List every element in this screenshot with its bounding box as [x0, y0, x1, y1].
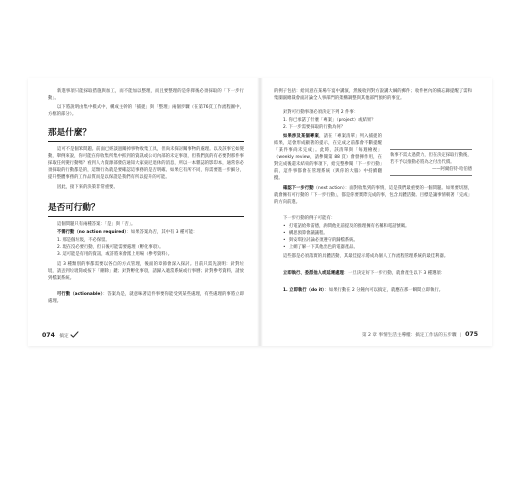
heading-rule-2 [48, 216, 244, 217]
book-spread [28, 78, 492, 346]
heading-actionable: 是否可行動？ [48, 203, 100, 213]
do-delegate-defer-paragraph [274, 270, 472, 277]
right-para-5: 下一步行動的例子可能有： [283, 216, 336, 221]
pull-quote-author: ——阿爾伯特·哈伯德 [431, 167, 472, 172]
checkmark-icon [70, 331, 79, 338]
project-paragraph [274, 133, 382, 183]
left-footer [42, 331, 79, 339]
list-item: 3. 這可能是有用的資訊，或許將來會派上用場（參考資料）。 [57, 252, 173, 257]
do-it-label: 1. 立即執行（do it） [283, 288, 325, 293]
right-para-2: 針對可行動事項必須決定下列 2 件事： [283, 110, 359, 115]
not-actionable-text: ：如果答案為否，其中有 3 種可能： [126, 230, 198, 235]
next-action-label: 確認下一步行動 [283, 186, 314, 191]
do-it-text: ：如果行動在 2 分鐘內可以搞定，就應在那一瞬間立即執行。 [324, 288, 444, 293]
project-text: ，請在「專案清單」列入捕捉的結果，這會形成顯著的提示，在完成之前都會不斷提醒「某件事尚未完成」。此時，該清單與「每週檢視」（weekly review，請參閱第 88 頁）會發揮作用，在對完成後還未結束的事項下，給完整參閱「下一步行動」前，這件事都會在管理系統（與你的大腦）中持續翻攪。 [274, 134, 382, 181]
not-actionable-list [57, 237, 244, 258]
next-action-examples [283, 223, 472, 251]
chapter-title: 第 2 章 事情生活主導權：搞定工作法的五步驟 [361, 333, 457, 338]
next-action-paragraph [274, 185, 472, 213]
list-item: 1. 那是個垃圾，不必保留。 [57, 238, 110, 243]
right-footer: 第 2 章 事情生活主導權：搞定工作法的五步驟 | 075 [361, 331, 478, 338]
left-para-2: 以下將說明由集中模式中，構成主幹的「捕捉」與「整理」兩個步驟（在第76頁工作流程圖中，方框的部分）。 [48, 105, 244, 117]
not-actionable-paragraph [48, 229, 244, 236]
actionable-label: 可行動（actionable） [57, 292, 103, 297]
right-page-number: 075 [465, 331, 478, 338]
left-para-1: 新進事項只能採取措施與加工，而不能加以整理，而且要整理的是你擇後必須採取的「下一步行動」。 [48, 89, 244, 101]
list-item: • 與安琪拉討論必須遵守的歸檔系統。 [283, 237, 472, 244]
list-item: • 構思預算會議議程。 [283, 230, 472, 237]
list-item: • 上網了解一下其他出色的電器產品。 [283, 244, 472, 251]
right-page [260, 78, 492, 346]
question-2: 2. 下一步需要採取的行動為何？ [283, 125, 346, 130]
left-page-number: 074 [42, 332, 55, 339]
pull-quote [390, 149, 472, 176]
project-label: 如果涉及某個專案 [283, 134, 320, 139]
left-para-6: 這 3 種類別的事都需要以各自的方式管理，後面的章節會深入探討。目前只需先說明：針對垃圾，請丟到垃圾筒或按下「刪除」鍵；針對孵化事項，請歸入適當系統或行事曆；針對參考資料，請放到檔案系統。 [48, 262, 244, 281]
list-item: 2. 現在沒必要行動，但日後可能需要處理（孵化事項）。 [57, 245, 164, 250]
not-actionable-label: 不需行動（no action required） [57, 230, 127, 235]
left-page [28, 78, 260, 346]
left-para-3: 這可不是個笨問題。前面已經談過關掉事物收集工具，但尚未探討關事物的處理。以及該事它如變動，舉例來說，你可能在你收集所集中抓到的資訊或公司內部的未定事項，但我們真的有必要對那件事採取任何變行動嗎？看到人力資源部發信通知大家東尼退休的消息，所以一本雜誌的影印本，通常你必須採取的行動都是的，這類行為就是要確認這事務的是否明確。如果它有所不同，你需要進一步細分，提升整體事務的工作品質而是以保證是我們有所以提升的可能。 [48, 147, 244, 180]
actionable-paragraph [48, 291, 244, 305]
left-para-4: 因此，接下來的決策非常重要。 [57, 185, 118, 190]
left-book-title: 搞定 [59, 334, 69, 339]
do-delegate-defer-label: 立即執行、委派他人或延遲處理 [283, 271, 344, 276]
right-para-1: 的例子包括：給同意在某場午宴中講演，然後收到對方說講大綱的郵件；收件匣內的備忘錄提醒了需和集團副總裁會面討論全人事部門的架構調整與其他部門預約的事宜。 [274, 89, 472, 101]
question-1: 1. 你已承諾了什麼「專案」（project）或結果？ [283, 118, 376, 123]
heading-rule-1 [48, 141, 244, 142]
heading-what-is-it: 那是什麼？ [48, 128, 91, 138]
next-action-text: （next action）：面對收集到的事情，這是我們最重要的一個問題。如果要切割，就會擁有可行動的「下一步行動」，都是你要實際完成的事，包含具體活動。目標是讓事情朝著「完成」的方向前進。 [274, 186, 472, 205]
left-para-5: 這個問題只有兩種答案：「是」與「否」。 [57, 222, 136, 227]
pull-quote-text: 執事不需太過費力，但在決定採取行動後，若不予以推動必將為之付出代價。 [390, 153, 472, 165]
do-it-paragraph [274, 287, 472, 294]
actionable-text: ：答案為是，就意味著這件事要你能受到某些處理，有些處理的事將立即處理。 [48, 292, 244, 304]
do-delegate-defer-text: ：一旦決定好下一步行動，就會產生以下 3 種選項： [343, 271, 446, 276]
right-para-6: 這些都是必須落實的具體活動，其最佳提示將成為個人工作流程管理系統的最佳利器。 [283, 254, 449, 259]
list-item: • 打電話給弗雷德，詢問他先前提及的推理擁有名稱和電話號碼。 [283, 223, 472, 230]
